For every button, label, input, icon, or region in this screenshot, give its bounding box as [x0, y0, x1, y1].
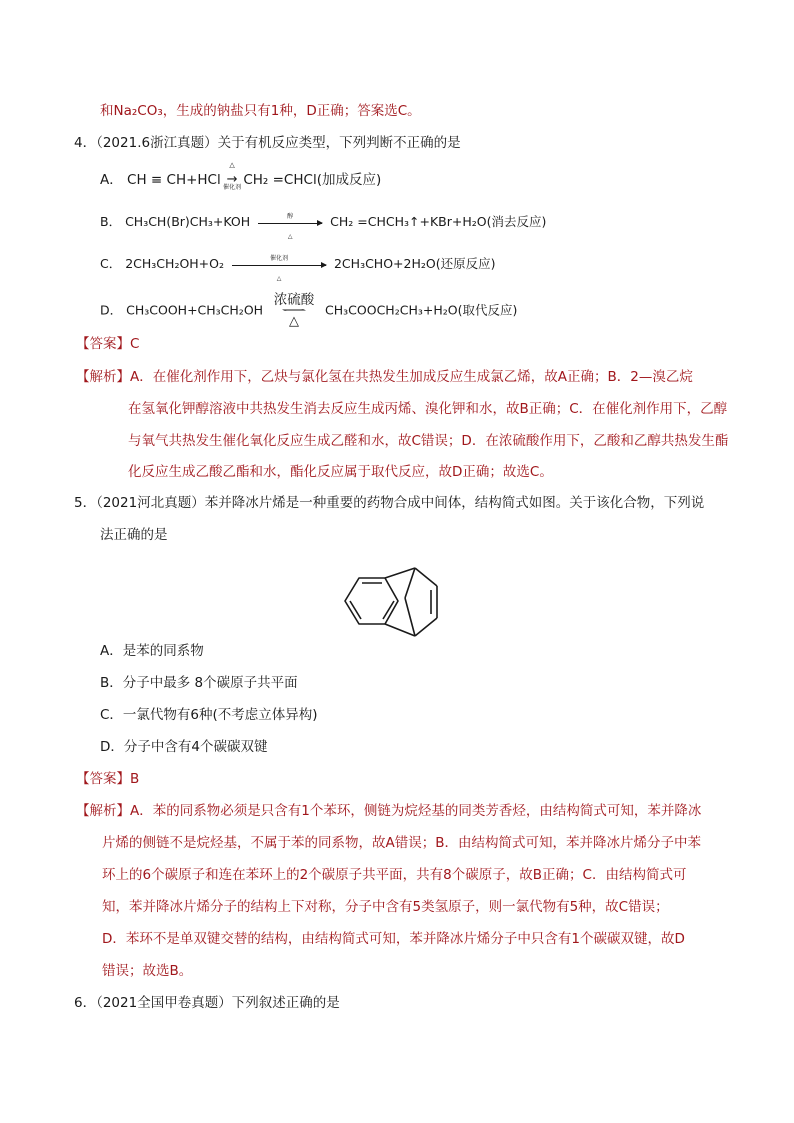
answer-tag: 【答案】 [76, 336, 130, 352]
q4-option-a-condition-above: △ [229, 161, 235, 169]
benzonorbornene-structure [339, 556, 453, 646]
q4-option-b-condition-below: △ [287, 232, 293, 240]
q4-analysis-line: 在氢氧化钾醇溶液中共热发生消去反应生成丙烯、溴化钾和水，故B正确；C．在催化剂作用下，乙醇 [128, 401, 728, 417]
q5-analysis-line: D．苯环不是单双键交替的结构，由结构简式可知，苯并降冰片烯分子中只含有1个碳碳双键，故D [102, 931, 685, 947]
q4-option-b-label: B． [100, 214, 122, 229]
q5-analysis-line: 环上的6个碳原子和连在苯环上的2个碳原子共平面，共有8个碳原子，故B正确；C．由结构简式可 [102, 867, 687, 883]
q4-option-d-label: D． [100, 302, 123, 318]
q5-analysis-line [76, 801, 701, 821]
q6-stem: 6．（2021全国甲卷真题）下列叙述正确的是 [74, 995, 340, 1011]
q4-option-b-condition-above: 醇 [287, 212, 294, 220]
analysis-tag: 【解析】 [76, 803, 130, 819]
answer-tag: 【答案】 [76, 771, 130, 787]
intro-line: 和Na₂CO₃，生成的钠盐只有1种，D正确；答案选C。 [100, 103, 421, 119]
q5-option-b: B．分子中最多 8个碳原子共平面 [100, 675, 298, 691]
q4-answer-value: C [130, 336, 140, 352]
q4-option-c-lhs: 2CH₃CH₂OH+O₂ [125, 256, 225, 271]
q4-analysis-line: 与氧气共热发生催化氧化反应生成乙醛和水，故C错误；D．在浓硫酸作用下，乙酸和乙醇共热发生酯 [128, 433, 729, 449]
reversible-arrow-icon [269, 292, 319, 329]
q5-analysis-line: 知，苯并降冰片烯分子的结构上下对称，分子中含有5类氢原子，则一氯代物有5种，故C错误； [102, 899, 669, 915]
q5-stem: 5．（2021河北真题）苯并降冰片烯是一种重要的药物合成中间体，结构简式如图。关于该化合物，下列说 [74, 495, 705, 511]
q4-option-c-label: C． [100, 256, 122, 271]
q4-option-a-lhs: CH ≡ CH+HCl [127, 172, 221, 188]
q4-option-b [100, 212, 547, 240]
q4-option-a-label: A． [100, 172, 123, 188]
reaction-arrow-icon: △ → 催化剂 [223, 161, 242, 191]
q4-option-c [100, 254, 496, 282]
q4-option-d [100, 292, 518, 330]
q4-option-d-rhs: CH₃COOCH₂CH₃+H₂O(取代反应) [325, 302, 518, 318]
q4-option-c-rhs: 2CH₃CHO+2H₂O(还原反应) [333, 256, 496, 271]
analysis-tag: 【解析】 [76, 369, 130, 385]
q4-analysis-line: 化反应生成乙酸乙酯和水，酯化反应属于取代反应，故D正确；故选C。 [128, 464, 553, 480]
q4-answer [76, 334, 139, 354]
q5-option-c: C．一氯代物有6种(不考虑立体异构) [100, 707, 318, 723]
q4-option-d-lhs: CH₃COOH+CH₃CH₂OH [126, 302, 264, 318]
q5-analysis-line: 错误；故选B。 [102, 963, 193, 979]
q4-option-a-condition-below: 催化剂 [223, 184, 242, 191]
q5-answer-value: B [130, 771, 140, 787]
q5-stem-cont: 法正确的是 [100, 527, 168, 543]
q4-analysis-line [76, 367, 693, 387]
q5-option-a: A．是苯的同系物 [100, 643, 204, 659]
q4-option-a [100, 161, 382, 191]
reaction-arrow-icon [232, 254, 326, 282]
q4-analysis-text: A．在催化剂作用下，乙炔与氯化氢在共热发生加成反应生成氯乙烯，故A正确；B．2—溴乙烷 [130, 369, 693, 385]
q4-option-d-condition-below: △ [289, 314, 300, 329]
q5-analysis-line: 片烯的侧链不是烷烃基，不属于苯的同系物，故A错误；B．由结构简式可知，苯并降冰片烯分子中苯 [102, 835, 701, 851]
q4-option-a-rhs: CH₂ =CHCl(加成反应) [243, 172, 382, 188]
q4-option-b-rhs: CH₂ =CHCH₃↑+KBr+H₂O(消去反应) [330, 214, 547, 229]
q4-stem: 4．（2021.6浙江真题）关于有机反应类型，下列判断不正确的是 [74, 135, 461, 151]
q5-option-d: D．分子中含有4个碳碳双键 [100, 739, 268, 755]
q5-analysis-text: A．苯的同系物必须是只含有1个苯环，侧链为烷烃基的同类芳香烃，由结构简式可知，苯并降冰 [130, 803, 702, 819]
q4-option-c-condition-below: △ [276, 274, 282, 282]
q5-answer [76, 769, 139, 789]
q4-option-b-lhs: CH₃CH(Br)CH₃+KOH [125, 214, 251, 229]
reaction-arrow-icon [258, 212, 322, 240]
q4-option-d-condition-above: 浓硫酸 [273, 292, 315, 308]
q4-option-c-condition-above: 催化剂 [269, 254, 288, 262]
